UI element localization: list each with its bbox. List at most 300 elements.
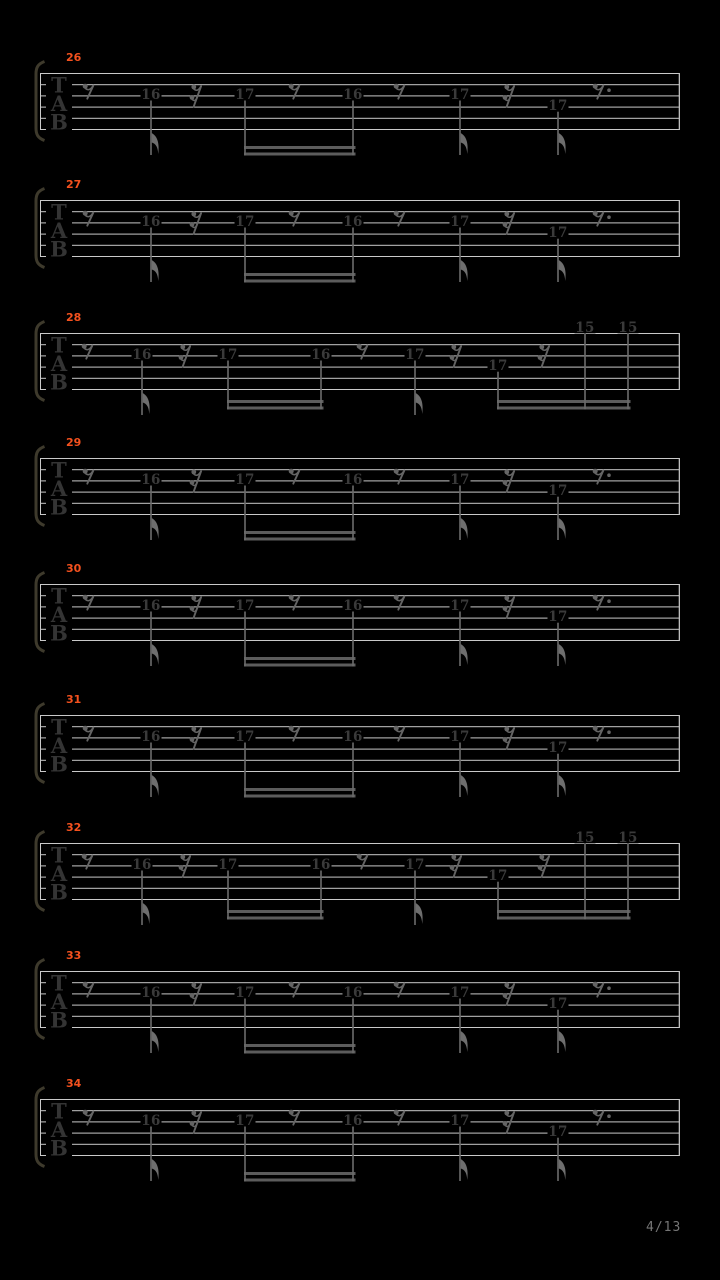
clef-letter: A	[50, 476, 68, 501]
fret-note	[141, 87, 162, 155]
beam	[227, 400, 324, 403]
staff-line	[40, 118, 680, 119]
fret-note	[235, 87, 256, 156]
eighth-flag-icon	[461, 1031, 468, 1052]
fret-number: 16	[343, 472, 363, 488]
note-stem	[352, 742, 354, 797]
fret-number: 17	[450, 472, 470, 488]
fret-number: 16	[343, 214, 363, 230]
staff-line	[40, 514, 680, 515]
beam-group	[244, 1172, 356, 1182]
system-measure-34	[0, 1069, 720, 1197]
staff-line	[40, 971, 680, 972]
fret-number: 17	[548, 225, 568, 242]
beam-group	[244, 788, 356, 798]
eighth-flag-icon	[461, 775, 468, 796]
fret-note	[343, 729, 364, 798]
eighth-flag-icon	[416, 903, 423, 924]
clef-letter: A	[50, 351, 68, 376]
fret-number: 17	[488, 358, 508, 375]
barline-left	[40, 200, 41, 257]
note-stem	[150, 998, 152, 1053]
eighth-flag-icon	[152, 775, 159, 796]
eighth-flag-icon	[559, 775, 566, 796]
fret-note	[343, 87, 364, 156]
staff-line	[40, 771, 680, 772]
clef-letter: T	[51, 1098, 67, 1124]
staff-line	[40, 1110, 680, 1111]
clef-letter: T	[51, 583, 67, 609]
note-stem	[352, 227, 354, 282]
augmentation-dot	[607, 473, 611, 477]
staff-line	[40, 73, 680, 74]
fret-note	[132, 347, 153, 415]
fret-note	[141, 214, 162, 282]
fret-number: 17	[218, 347, 238, 363]
note-stem	[320, 870, 322, 919]
system-svg	[0, 170, 720, 298]
eighth-flag-icon	[461, 133, 468, 154]
fret-number: 16	[141, 729, 161, 745]
note-stem	[459, 485, 461, 540]
clef-letter: A	[50, 218, 68, 243]
note-stem	[497, 371, 499, 409]
fret-note	[450, 1113, 471, 1181]
beam	[244, 788, 356, 791]
beam	[244, 795, 356, 798]
note-stem	[459, 1126, 461, 1181]
measure-number: 28	[66, 311, 82, 324]
clef-letter: B	[50, 751, 68, 777]
barline-left	[40, 458, 41, 515]
fret-note	[235, 985, 256, 1054]
barline-right	[679, 584, 680, 641]
system-svg	[0, 941, 720, 1069]
clef-letter: B	[50, 236, 68, 262]
fret-note	[235, 214, 256, 283]
note-stem	[150, 611, 152, 666]
fret-number: 17	[235, 729, 255, 745]
note-stem	[141, 870, 143, 925]
system-svg	[0, 303, 720, 431]
system-svg	[0, 554, 720, 682]
measure-number: 30	[66, 562, 82, 575]
fret-note	[548, 483, 569, 540]
eighth-flag-icon	[152, 644, 159, 665]
fret-note	[575, 320, 596, 410]
fret-number: 15	[575, 829, 595, 846]
clef-letter: T	[51, 72, 67, 98]
fret-number: 17	[548, 98, 568, 115]
staff-line	[40, 595, 680, 596]
fret-number: 17	[235, 598, 255, 614]
page-indicator: 4/13	[646, 1220, 682, 1235]
staff-line	[40, 584, 680, 585]
fret-note	[450, 598, 471, 666]
tab-clef	[46, 715, 72, 777]
staff-line	[40, 888, 680, 889]
barline-left	[40, 715, 41, 772]
note-stem	[557, 622, 559, 666]
beam	[244, 664, 356, 667]
measure-number: 27	[66, 178, 82, 191]
fret-note	[343, 472, 364, 541]
barline-right	[679, 715, 680, 772]
note-stem	[557, 1137, 559, 1181]
measure-number: 26	[66, 51, 82, 64]
eighth-flag-icon	[416, 393, 423, 414]
staff-line	[40, 211, 680, 212]
fret-note	[548, 609, 569, 666]
fret-number: 17	[548, 609, 568, 626]
beam	[244, 153, 356, 156]
note-stem	[352, 611, 354, 666]
note-stem	[244, 227, 246, 282]
beam	[227, 917, 324, 920]
eighth-flag-icon	[461, 644, 468, 665]
eighth-flag-icon	[559, 260, 566, 281]
clef-letter: A	[50, 989, 68, 1014]
eighth-flag-icon	[152, 1031, 159, 1052]
note-stem	[557, 753, 559, 797]
fret-number: 17	[405, 347, 425, 363]
beam-group	[227, 910, 324, 920]
staff-line	[40, 492, 680, 493]
beam	[244, 657, 356, 660]
barline-left	[40, 73, 41, 130]
staff-line	[40, 503, 680, 504]
eighth-flag-icon	[559, 644, 566, 665]
staff-line	[40, 129, 680, 130]
note-stem	[352, 1126, 354, 1181]
tab-clef	[46, 458, 72, 520]
note-stem	[141, 360, 143, 415]
eighth-flag-icon	[152, 518, 159, 539]
fret-note	[618, 830, 639, 920]
fret-note	[343, 598, 364, 667]
clef-letter: T	[51, 842, 67, 868]
beam-group	[244, 146, 356, 156]
clef-letter: B	[50, 1135, 68, 1161]
note-stem	[557, 1009, 559, 1053]
fret-number: 16	[141, 214, 161, 230]
beam-group	[244, 657, 356, 667]
augmentation-dot	[607, 88, 611, 92]
fret-number: 17	[405, 857, 425, 873]
fret-number: 17	[235, 87, 255, 103]
staff-line	[40, 1144, 680, 1145]
fret-note	[132, 857, 153, 925]
measure-number: 34	[66, 1077, 82, 1090]
fret-note	[343, 214, 364, 283]
barline-right	[679, 1099, 680, 1156]
augmentation-dot	[607, 599, 611, 603]
staff-line	[40, 256, 680, 257]
clef-letter: B	[50, 620, 68, 646]
staff-line	[40, 107, 680, 108]
eighth-flag-icon	[152, 1159, 159, 1180]
augmentation-dot	[607, 1114, 611, 1118]
note-stem	[227, 360, 229, 409]
beam-group	[497, 910, 631, 920]
clef-letter: A	[50, 602, 68, 627]
barline-left	[40, 971, 41, 1028]
fret-number: 15	[618, 829, 638, 846]
fret-note	[343, 985, 364, 1054]
system-measure-30	[0, 554, 720, 682]
barline-right	[679, 200, 680, 257]
fret-number: 15	[575, 319, 595, 336]
note-stem	[244, 611, 246, 666]
fret-number: 17	[235, 1113, 255, 1129]
fret-number: 16	[141, 87, 161, 103]
eighth-flag-icon	[559, 133, 566, 154]
staff-line	[40, 749, 680, 750]
fret-number: 16	[132, 347, 152, 363]
note-stem	[459, 611, 461, 666]
staff-line	[40, 245, 680, 246]
beam	[497, 910, 631, 913]
beam-group	[497, 400, 631, 410]
fret-number: 16	[141, 985, 161, 1001]
staff-line	[40, 1155, 680, 1156]
beam	[227, 910, 324, 913]
eighth-flag-icon	[152, 133, 159, 154]
fret-note	[450, 87, 471, 155]
fret-number: 17	[548, 740, 568, 757]
eighth-flag-icon	[559, 518, 566, 539]
fret-note	[141, 729, 162, 797]
staff-line	[40, 367, 680, 368]
staff-line	[40, 378, 680, 379]
measure-number: 31	[66, 693, 82, 706]
fret-note	[450, 214, 471, 282]
note-stem	[150, 742, 152, 797]
fret-number: 17	[548, 996, 568, 1013]
system-measure-27	[0, 170, 720, 298]
note-stem	[459, 227, 461, 282]
note-stem	[150, 100, 152, 155]
measure-number: 29	[66, 436, 82, 449]
staff-line	[40, 1099, 680, 1100]
beam	[244, 1172, 356, 1175]
clef-letter: T	[51, 457, 67, 483]
fret-note	[235, 598, 256, 667]
staff-line	[40, 469, 680, 470]
clef-letter: B	[50, 109, 68, 135]
note-stem	[459, 100, 461, 155]
note-stem	[584, 333, 586, 410]
fret-note	[575, 830, 596, 920]
system-svg	[0, 43, 720, 171]
augmentation-dot	[607, 986, 611, 990]
staff-line	[40, 715, 680, 716]
tab-clef	[46, 333, 72, 395]
clef-letter: B	[50, 1007, 68, 1033]
note-stem	[244, 742, 246, 797]
fret-note	[548, 225, 569, 282]
barline-right	[679, 73, 680, 130]
fret-note	[450, 985, 471, 1053]
barline-right	[679, 458, 680, 515]
beam	[244, 531, 356, 534]
note-stem	[414, 870, 416, 925]
staff-line	[40, 389, 680, 390]
beam-group	[244, 1044, 356, 1054]
barline-left	[40, 584, 41, 641]
fret-number: 17	[235, 214, 255, 230]
eighth-flag-icon	[143, 903, 150, 924]
eighth-flag-icon	[461, 1159, 468, 1180]
fret-number: 17	[450, 1113, 470, 1129]
fret-number: 17	[235, 472, 255, 488]
barline-right	[679, 971, 680, 1028]
beam-group	[244, 531, 356, 541]
fret-number: 17	[548, 1124, 568, 1141]
beam	[244, 273, 356, 276]
system-svg	[0, 428, 720, 556]
note-stem	[320, 360, 322, 409]
note-stem	[244, 1126, 246, 1181]
augmentation-dot	[607, 215, 611, 219]
note-stem	[557, 496, 559, 540]
fret-note	[235, 472, 256, 541]
fret-number: 16	[343, 985, 363, 1001]
fret-number: 16	[311, 347, 331, 363]
fret-note	[548, 98, 569, 155]
fret-number: 16	[141, 472, 161, 488]
system-measure-26	[0, 43, 720, 171]
clef-letter: T	[51, 970, 67, 996]
staff-line	[40, 982, 680, 983]
eighth-flag-icon	[461, 518, 468, 539]
fret-number: 16	[141, 598, 161, 614]
fret-note	[450, 729, 471, 797]
augmentation-dot	[607, 730, 611, 734]
note-stem	[150, 485, 152, 540]
staff-line	[40, 1027, 680, 1028]
fret-number: 17	[450, 87, 470, 103]
barline-right	[679, 843, 680, 900]
clef-letter: B	[50, 494, 68, 520]
beam	[244, 1051, 356, 1054]
note-stem	[244, 998, 246, 1053]
fret-number: 16	[343, 598, 363, 614]
fret-number: 15	[618, 319, 638, 336]
note-stem	[459, 998, 461, 1053]
fret-note	[548, 1124, 569, 1181]
tab-clef	[46, 1099, 72, 1161]
system-svg	[0, 685, 720, 813]
beam	[497, 917, 631, 920]
fret-note	[141, 985, 162, 1053]
system-svg	[0, 813, 720, 941]
fret-number: 16	[343, 87, 363, 103]
fret-note	[618, 320, 639, 410]
staff-line	[40, 458, 680, 459]
fret-number: 17	[450, 214, 470, 230]
fret-number: 16	[343, 1113, 363, 1129]
note-stem	[627, 333, 629, 410]
staff-line	[40, 899, 680, 900]
measure-number: 33	[66, 949, 82, 962]
staff-line	[40, 1016, 680, 1017]
fret-number: 17	[548, 483, 568, 500]
note-stem	[352, 485, 354, 540]
system-svg	[0, 1069, 720, 1197]
barline-left	[40, 843, 41, 900]
clef-letter: B	[50, 369, 68, 395]
fret-number: 17	[450, 985, 470, 1001]
staff-line	[40, 760, 680, 761]
eighth-flag-icon	[152, 260, 159, 281]
fret-note	[343, 1113, 364, 1182]
staff-line	[40, 726, 680, 727]
fret-note	[450, 472, 471, 540]
barline-right	[679, 333, 680, 390]
staff-line	[40, 640, 680, 641]
staff-line	[40, 618, 680, 619]
eighth-flag-icon	[143, 393, 150, 414]
system-measure-28	[0, 303, 720, 431]
note-stem	[227, 870, 229, 919]
note-stem	[352, 998, 354, 1053]
staff-line	[40, 1005, 680, 1006]
beam	[497, 400, 631, 403]
barline-left	[40, 333, 41, 390]
beam-group	[227, 400, 324, 410]
tab-clef	[46, 200, 72, 262]
beam	[244, 538, 356, 541]
fret-number: 17	[450, 598, 470, 614]
tab-clef	[46, 971, 72, 1033]
system-measure-32	[0, 813, 720, 941]
staff-line	[40, 200, 680, 201]
fret-note	[235, 729, 256, 798]
fret-note	[235, 1113, 256, 1182]
clef-letter: A	[50, 733, 68, 758]
staff-line	[40, 234, 680, 235]
fret-note	[548, 996, 569, 1053]
tab-clef	[46, 584, 72, 646]
note-stem	[414, 360, 416, 415]
staff-line	[40, 629, 680, 630]
note-stem	[584, 843, 586, 920]
eighth-flag-icon	[461, 260, 468, 281]
note-stem	[244, 485, 246, 540]
fret-note	[405, 857, 426, 925]
note-stem	[244, 100, 246, 155]
fret-number: 17	[218, 857, 238, 873]
note-stem	[497, 881, 499, 919]
note-stem	[150, 227, 152, 282]
fret-number: 17	[450, 729, 470, 745]
clef-letter: T	[51, 199, 67, 225]
tab-clef	[46, 843, 72, 905]
fret-note	[548, 740, 569, 797]
beam	[497, 407, 631, 410]
fret-note	[141, 472, 162, 540]
beam	[244, 1179, 356, 1182]
fret-number: 16	[141, 1113, 161, 1129]
clef-letter: B	[50, 879, 68, 905]
clef-letter: T	[51, 714, 67, 740]
clef-letter: A	[50, 861, 68, 886]
staff-line	[40, 84, 680, 85]
note-stem	[557, 238, 559, 282]
barline-left	[40, 1099, 41, 1156]
fret-note	[405, 347, 426, 415]
